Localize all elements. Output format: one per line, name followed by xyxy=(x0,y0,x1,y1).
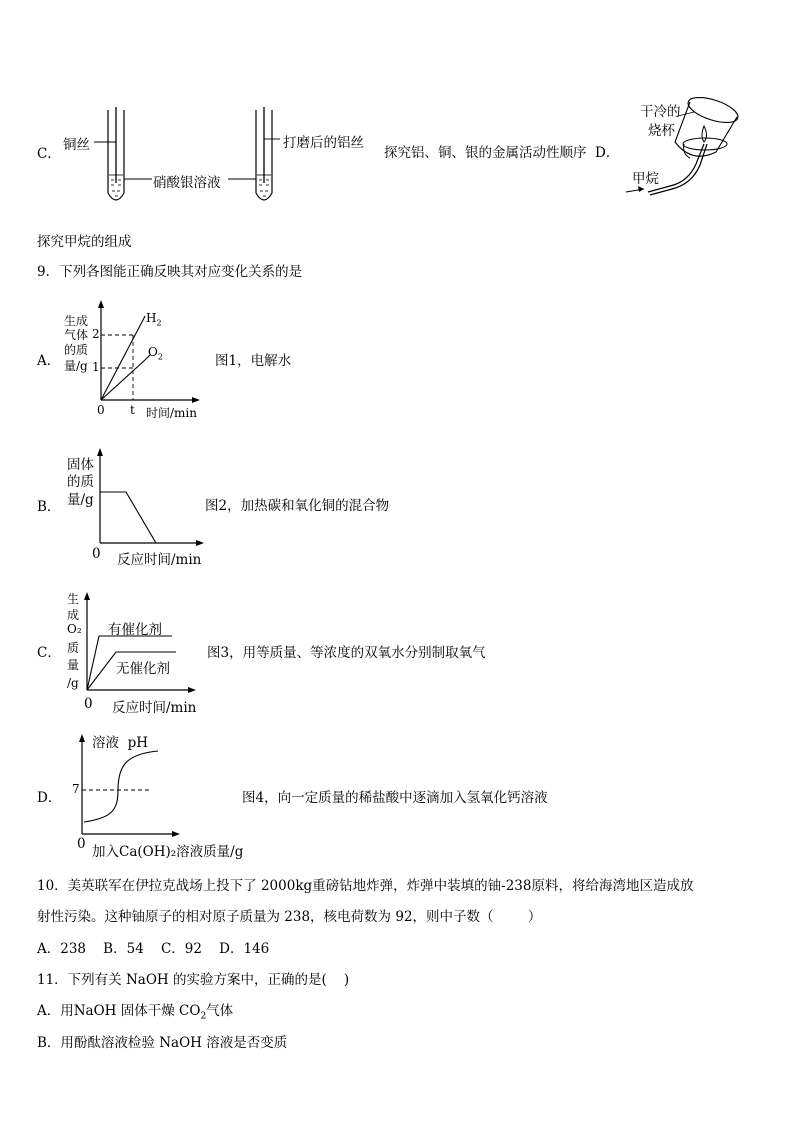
graph-c-with-catalyst: 有催化剂 xyxy=(108,622,162,638)
graph-a-ylabel-2: 气体 xyxy=(64,328,89,342)
copper-wire-label: 铜丝 xyxy=(63,137,90,153)
graph-b-origin: 0 xyxy=(92,546,101,562)
q9-stem: 9．下列各图能正确反映其对应变化关系的是 xyxy=(37,264,303,280)
graph-b-ylabel-2: 的质 xyxy=(67,474,94,490)
graph-a-caption: 图1，电解水 xyxy=(215,353,292,369)
graph-d xyxy=(74,730,189,840)
q10-line-2: 射性污染。这种铀原子的相对原子质量为 238，核电荷数为 92，则中子数（ ） xyxy=(37,909,542,925)
q11-option-b: B．用酚酞溶液检验 NaOH 溶液是否变质 xyxy=(37,1035,288,1051)
graph-c-ylabel-5: 量 xyxy=(67,658,80,672)
test-tube-diagram xyxy=(60,105,390,215)
graph-c-ylabel-6: /g xyxy=(67,676,79,690)
graph-a-origin: 0 xyxy=(97,403,105,417)
graph-a-xlabel: 时间/min xyxy=(146,406,197,420)
graph-b-xlabel: 反应时间/min xyxy=(117,552,202,568)
graph-c-xlabel: 反应时间/min xyxy=(112,700,197,716)
silver-nitrate-label: 硝酸银溶液 xyxy=(153,175,221,191)
graph-b-ylabel-1: 固体 xyxy=(67,457,94,473)
graph-d-tick-7: 7 xyxy=(72,782,80,796)
graph-c-caption: 图3，用等质量、等浓度的双氧水分别制取氧气 xyxy=(207,645,486,661)
q9-option-d-label: D． xyxy=(37,790,62,806)
q11-stem: 11．下列有关 NaOH 的实验方案中，正确的是( ) xyxy=(37,972,350,988)
graph-d-xlabel: 加入Ca(OH)₂溶液质量/g xyxy=(92,844,244,860)
q9-option-a-label: A． xyxy=(37,353,61,369)
methane-gas-label: 甲烷 xyxy=(632,171,659,187)
q10-options: A．238 B．54 C．92 D．146 xyxy=(37,941,270,957)
graph-c-ylabel-4: 质 xyxy=(67,641,80,655)
graph-b xyxy=(90,446,210,552)
graph-b-ylabel-3: 量/g xyxy=(67,492,94,508)
aluminum-wire-label: 打磨后的铝丝 xyxy=(283,135,364,151)
option-c-purpose: 探究铝、铜、银的金属活动性顺序 xyxy=(384,145,587,161)
graph-a-ylabel-3: 的质 xyxy=(64,343,89,357)
cup-label-2: 烧杯 xyxy=(648,123,675,139)
graph-a-ylabel-4: 量/g xyxy=(64,359,88,373)
graph-d-origin: 0 xyxy=(77,836,86,852)
graph-d-caption: 图4，向一定质量的稀盐酸中逐滴加入氢氧化钙溶液 xyxy=(242,790,548,806)
graph-c-ylabel-2: 成 xyxy=(67,608,80,622)
cup-label-1: 干冷的 xyxy=(640,104,681,120)
graph-a-h2-label: $H_2$ xyxy=(146,311,162,328)
graph-a-ylabel-1: 生成 xyxy=(64,314,89,328)
option-d-label: D． xyxy=(595,145,620,161)
graph-c xyxy=(80,588,205,694)
option-c-label: C． xyxy=(37,146,61,162)
graph-c-ylabel-3: O₂ xyxy=(67,622,82,636)
graph-c-origin: 0 xyxy=(84,696,93,712)
option-d-purpose: 探究甲烷的组成 xyxy=(37,234,132,250)
graph-a-tick-2: 2 xyxy=(92,327,100,341)
graph-a-o2-label: $O_2$ xyxy=(148,345,163,362)
q9-option-c-label: C． xyxy=(37,645,61,661)
graph-a-tick-1: 1 xyxy=(92,360,100,374)
graph-b-caption: 图2，加热碳和氧化铜的混合物 xyxy=(205,498,390,514)
graph-c-without-catalyst: 无催化剂 xyxy=(116,661,170,677)
graph-c-ylabel-1: 生 xyxy=(67,592,80,606)
q11-option-a: A．用NaOH 固体干燥 $CO_2$气体 xyxy=(37,1003,234,1022)
q10-line-1: 10．美英联军在伊拉克战场上投下了 2000kg重磅钻地炸弹，炸弹中装填的铀-238原料，将给海湾地区造成放 xyxy=(37,878,694,894)
q9-option-b-label: B． xyxy=(37,499,61,515)
graph-d-ylabel: 溶液 pH xyxy=(92,735,148,751)
graph-a-t-tick: t xyxy=(130,403,135,417)
